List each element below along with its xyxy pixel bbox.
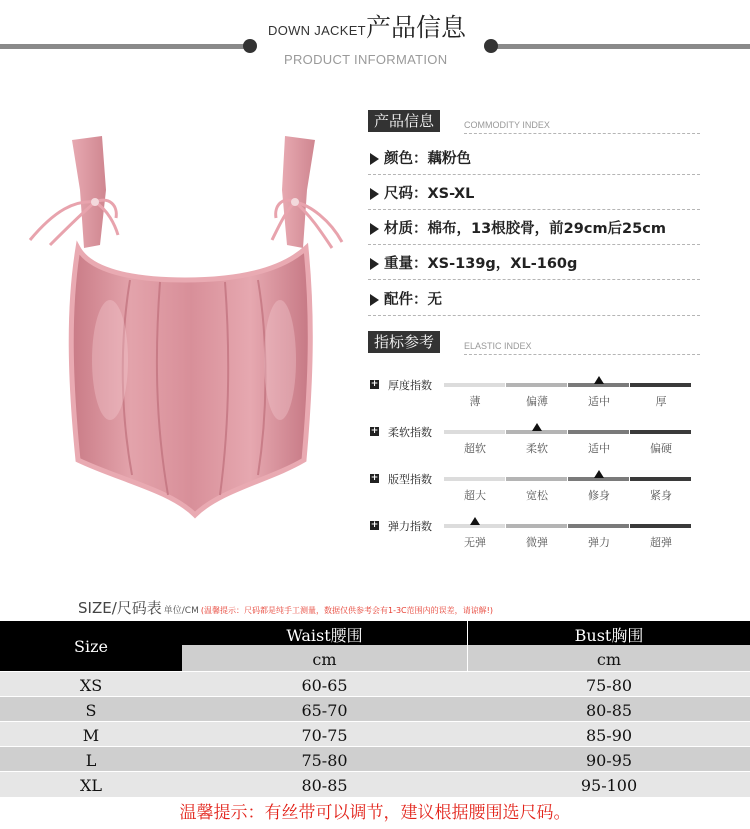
bust-cell: 80-85 <box>585 701 633 720</box>
info-item-text: 尺码：XS-XL <box>384 186 475 202</box>
info-item-color <box>368 145 700 179</box>
size-table <box>0 621 750 797</box>
index-level-label: 紧身 <box>650 489 672 502</box>
index-marker-icon <box>594 470 604 478</box>
bust-cell: 90-95 <box>585 751 633 770</box>
left-strap <box>72 136 106 248</box>
index-bar-segment <box>568 524 629 528</box>
page-title-cn: 产品信息 <box>366 13 467 42</box>
page-subtitle: PRODUCT INFORMATION <box>284 52 448 67</box>
right-bow <box>272 200 342 248</box>
index-marker-icon <box>594 376 604 384</box>
plus-icon: + <box>370 426 379 436</box>
page-title <box>252 8 492 42</box>
plus-icon: + <box>370 473 379 483</box>
index-bar-segment <box>568 430 629 434</box>
size-chart-title <box>78 597 493 618</box>
index-level-label: 薄 <box>469 395 481 408</box>
index-bar-segment <box>630 430 691 434</box>
index-level-label: 无弹 <box>464 536 486 549</box>
product-info-heading <box>368 110 700 132</box>
waist-cell: 80-85 <box>301 776 348 795</box>
elastic-index-tag: 指标参考 <box>368 331 440 353</box>
col-header-waist: Waist腰围 <box>286 626 363 645</box>
waist-cell: 65-70 <box>301 701 348 720</box>
size-cell: L <box>85 751 97 770</box>
waist-cell: 70-75 <box>301 726 348 745</box>
arrow-icon <box>370 153 379 165</box>
product-image <box>20 130 350 540</box>
arrow-icon <box>370 223 379 235</box>
product-info-tag: 产品信息 <box>368 110 440 132</box>
bust-unit: cm <box>596 650 622 669</box>
plus-icon: + <box>370 379 379 389</box>
index-level-label: 宽松 <box>526 489 548 502</box>
index-bar-segment <box>444 477 505 481</box>
footer-tip: 温馨提示：有丝带可以调节，建议根据腰围选尺码。 <box>179 803 571 823</box>
header-line-right <box>490 44 750 49</box>
waist-cell: 75-80 <box>301 751 348 770</box>
index-bar-segment <box>506 383 567 387</box>
size-cell: XL <box>79 776 102 795</box>
size-chart-unit: 单位/CM <box>163 606 199 616</box>
info-item-weight <box>368 250 700 284</box>
arrow-icon <box>370 258 379 270</box>
waist-unit: cm <box>312 650 337 669</box>
size-cell: XS <box>79 676 103 695</box>
right-strap <box>282 136 315 248</box>
index-bar-segment <box>506 477 567 481</box>
index-level-label: 微弹 <box>526 536 548 549</box>
col-header-bust: Bust胸围 <box>574 626 644 645</box>
index-marker-icon <box>470 517 480 525</box>
elastic-index-heading <box>368 331 700 353</box>
divider <box>368 209 700 210</box>
arrow-icon <box>370 188 379 200</box>
index-name: 版型指数 <box>388 473 432 486</box>
arrow-icon <box>370 294 379 306</box>
index-row-softness <box>368 423 698 463</box>
index-row-thickness <box>368 376 698 416</box>
info-item-accessory <box>368 286 700 320</box>
info-item-text: 配件：无 <box>384 292 442 308</box>
index-name: 厚度指数 <box>388 379 432 392</box>
index-level-label: 超软 <box>464 442 486 455</box>
info-item-text: 重量：XS-139g，XL-160g <box>384 256 578 272</box>
index-level-label: 弹力 <box>588 536 610 549</box>
size-chart-heading: SIZE/尺码表 <box>78 599 162 617</box>
index-level-label: 超弹 <box>650 536 672 549</box>
left-bow <box>30 200 118 245</box>
index-name: 柔软指数 <box>388 426 432 439</box>
index-level-label: 修身 <box>588 489 610 502</box>
index-row-elasticity <box>368 517 698 557</box>
index-level-label: 偏薄 <box>526 395 548 408</box>
size-cell: M <box>82 726 100 745</box>
divider <box>368 315 700 316</box>
index-bar-segment <box>506 524 567 528</box>
header-line-left <box>0 44 248 49</box>
info-item-size <box>368 180 700 214</box>
product-info-tag-en: COMMODITY INDEX <box>464 120 550 130</box>
info-item-material <box>368 215 700 249</box>
index-bar-segment <box>630 524 691 528</box>
index-bar-segment <box>630 383 691 387</box>
info-item-text: 材质：棉布，13根胶骨，前29cm后25cm <box>384 221 666 237</box>
index-bar-segment <box>444 383 505 387</box>
plus-icon: + <box>370 520 379 530</box>
info-item-text: 颜色：藕粉色 <box>384 151 471 167</box>
page-title-en: DOWN JACKET <box>268 23 366 38</box>
index-level-label: 适中 <box>588 442 610 455</box>
index-row-fit <box>368 470 698 510</box>
elastic-index-tag-en: ELASTIC INDEX <box>464 341 532 351</box>
divider <box>464 354 700 355</box>
index-level-label: 适中 <box>588 395 610 408</box>
index-level-label: 柔软 <box>526 442 548 455</box>
divider <box>368 279 700 280</box>
bust-cell: 95-100 <box>580 776 638 795</box>
divider <box>368 174 700 175</box>
divider <box>464 133 700 134</box>
size-chart-note: (温馨提示：尺码都是纯手工测量，数据仅供参考会有1-3C范围内的误差，请谅解!) <box>200 606 493 615</box>
waist-cell: 60-65 <box>301 676 348 695</box>
size-cell: S <box>85 701 97 720</box>
divider <box>368 244 700 245</box>
index-level-label: 偏硬 <box>650 442 672 455</box>
col-header-size: Size <box>74 637 108 656</box>
bust-cell: 85-90 <box>585 726 633 745</box>
index-level-label: 厚 <box>655 395 667 408</box>
index-bar-segment <box>444 430 505 434</box>
index-level-label: 超大 <box>464 489 486 502</box>
index-name: 弹力指数 <box>388 520 432 533</box>
index-marker-icon <box>532 423 542 431</box>
bust-cell: 75-80 <box>585 676 633 695</box>
index-bar-segment <box>630 477 691 481</box>
